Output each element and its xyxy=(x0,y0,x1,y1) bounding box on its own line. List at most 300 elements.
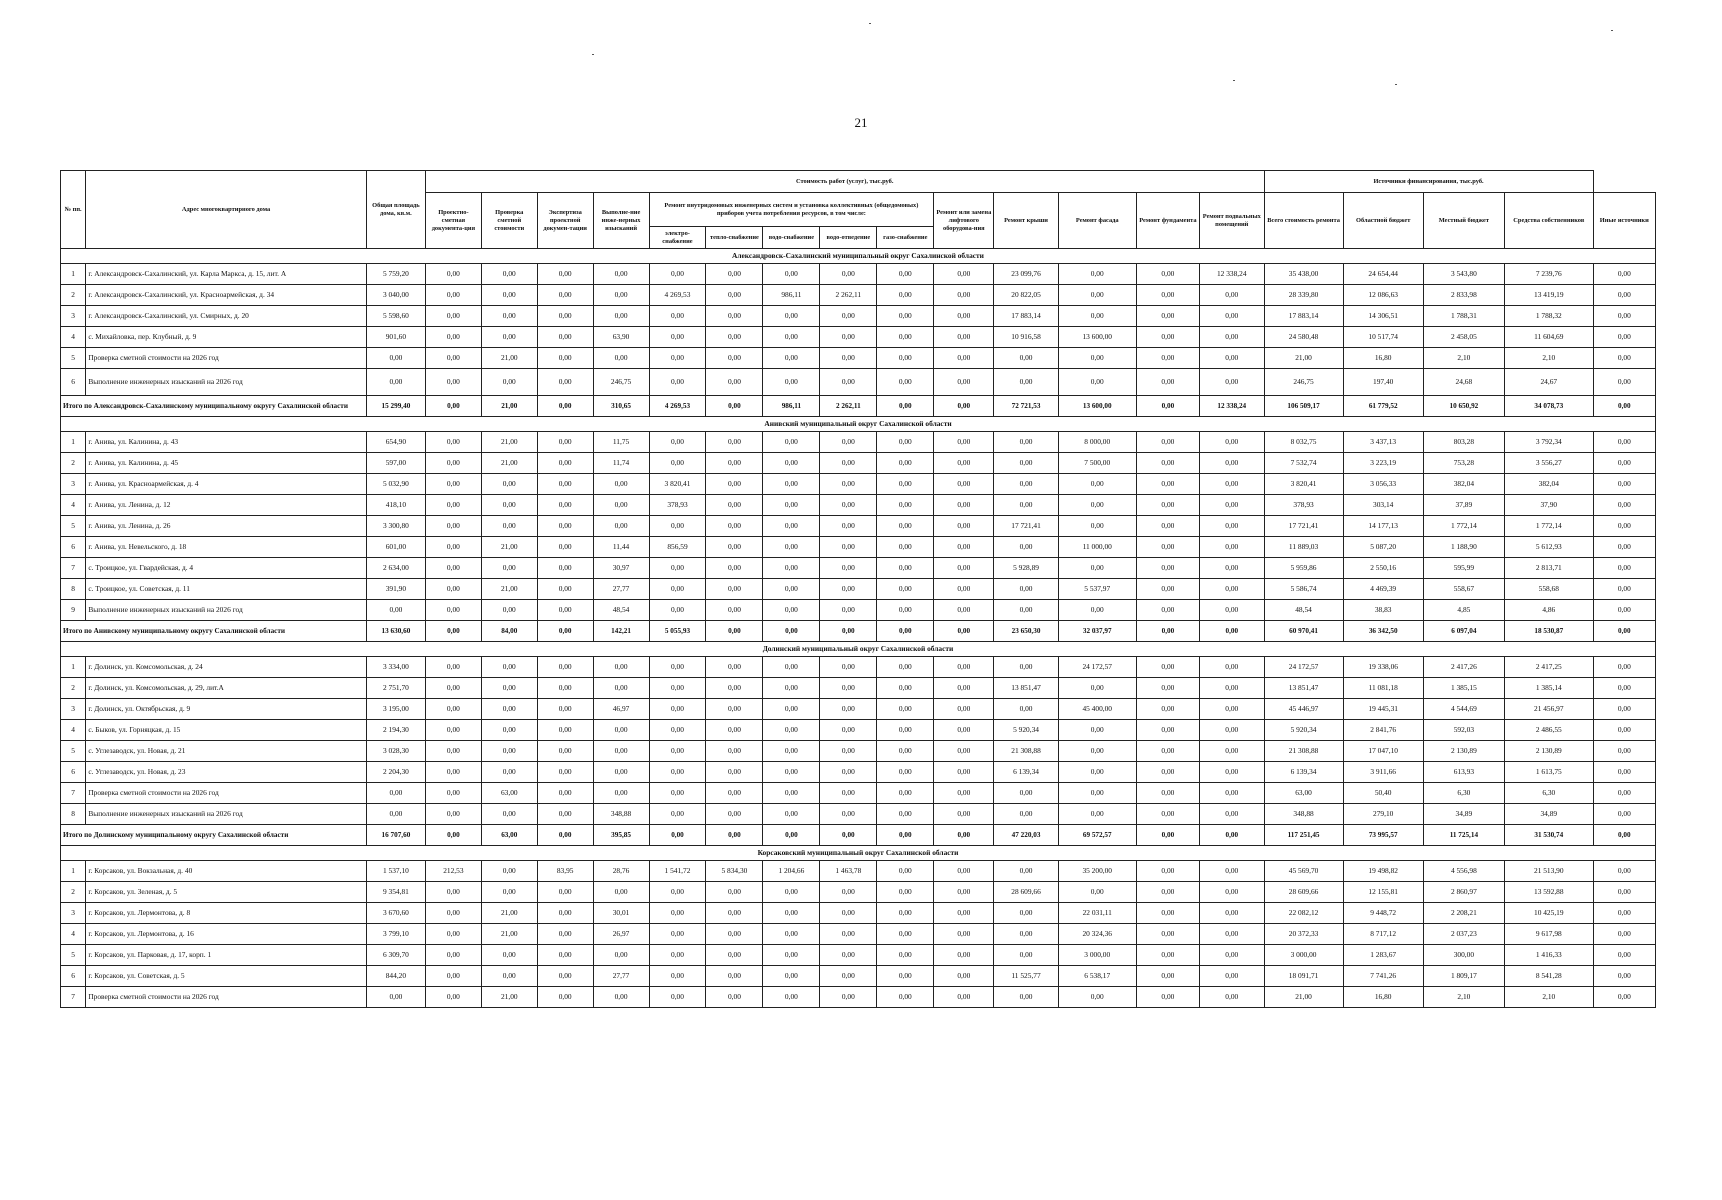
value-cell: 0,00 xyxy=(537,453,593,474)
value-cell: 18 091,71 xyxy=(1264,966,1343,987)
value-cell: 0,00 xyxy=(366,369,425,396)
value-cell: 0,00 xyxy=(877,987,934,1008)
total-value-cell: 23 650,30 xyxy=(994,621,1058,642)
row-number: 7 xyxy=(61,987,86,1008)
value-cell: 0,00 xyxy=(994,369,1058,396)
value-cell: 4,85 xyxy=(1423,600,1504,621)
value-cell: 0,00 xyxy=(366,783,425,804)
value-cell: 13 851,47 xyxy=(1264,678,1343,699)
value-cell: 17 047,10 xyxy=(1343,741,1423,762)
value-cell: 0,00 xyxy=(706,966,763,987)
value-cell: 0,00 xyxy=(537,966,593,987)
value-cell: 3 543,80 xyxy=(1423,264,1504,285)
value-cell: 0,00 xyxy=(877,720,934,741)
value-cell: 0,00 xyxy=(1200,558,1264,579)
value-cell: 1 788,31 xyxy=(1423,306,1504,327)
value-cell: 0,00 xyxy=(593,741,649,762)
address-cell: г. Анива, ул. Ленина, д. 26 xyxy=(86,516,367,537)
value-cell: 0,00 xyxy=(820,495,877,516)
table-row xyxy=(61,783,1656,804)
value-cell: 0,00 xyxy=(537,924,593,945)
value-cell: 1 809,17 xyxy=(1423,966,1504,987)
value-cell: 5 087,20 xyxy=(1343,537,1423,558)
total-value-cell: 142,21 xyxy=(593,621,649,642)
value-cell: 0,00 xyxy=(763,783,820,804)
col-design-header: Проектно-сметная документа-ция xyxy=(425,193,481,249)
address-cell: с. Углезаводск, ул. Новая, д. 21 xyxy=(86,741,367,762)
value-cell: 0,00 xyxy=(1200,699,1264,720)
value-cell: 0,00 xyxy=(1200,600,1264,621)
value-cell: 0,00 xyxy=(706,327,763,348)
value-cell: 0,00 xyxy=(593,882,649,903)
value-cell: 1 613,75 xyxy=(1504,762,1593,783)
value-cell: 0,00 xyxy=(1593,285,1655,306)
value-cell: 597,00 xyxy=(366,453,425,474)
table-row xyxy=(61,285,1656,306)
address-cell: Проверка сметной стоимости на 2026 год xyxy=(86,987,367,1008)
section-row xyxy=(61,417,1656,432)
value-cell: 0,00 xyxy=(1136,945,1199,966)
value-cell: 8 541,28 xyxy=(1504,966,1593,987)
value-cell: 0,00 xyxy=(649,453,706,474)
value-cell: 0,00 xyxy=(763,558,820,579)
value-cell: 0,00 xyxy=(994,699,1058,720)
value-cell: 0,00 xyxy=(706,306,763,327)
value-cell: 3 195,00 xyxy=(366,699,425,720)
value-cell: 0,00 xyxy=(649,432,706,453)
table-row xyxy=(61,474,1656,495)
total-value-cell: 60 970,41 xyxy=(1264,621,1343,642)
value-cell: 0,00 xyxy=(481,861,537,882)
value-cell: 378,93 xyxy=(649,495,706,516)
value-cell: 1 541,72 xyxy=(649,861,706,882)
table-row xyxy=(61,600,1656,621)
value-cell: 0,00 xyxy=(1058,264,1136,285)
value-cell: 0,00 xyxy=(1593,600,1655,621)
value-cell: 0,00 xyxy=(481,762,537,783)
value-cell: 753,28 xyxy=(1423,453,1504,474)
value-cell: 0,00 xyxy=(763,369,820,396)
value-cell: 0,00 xyxy=(649,924,706,945)
value-cell: 46,97 xyxy=(593,699,649,720)
value-cell: 21,00 xyxy=(1264,348,1343,369)
value-cell: 0,00 xyxy=(994,432,1058,453)
value-cell: 558,68 xyxy=(1504,579,1593,600)
value-cell: 0,00 xyxy=(820,804,877,825)
total-value-cell: 84,00 xyxy=(481,621,537,642)
table-row xyxy=(61,369,1656,396)
value-cell: 8 717,12 xyxy=(1343,924,1423,945)
value-cell: 0,00 xyxy=(1200,741,1264,762)
address-cell: Выполнение инженерных изысканий на 2026 год xyxy=(86,804,367,825)
value-cell: 0,00 xyxy=(537,306,593,327)
value-cell: 3 820,41 xyxy=(1264,474,1343,495)
value-cell: 0,00 xyxy=(1136,327,1199,348)
value-cell: 0,00 xyxy=(934,861,994,882)
total-row xyxy=(61,396,1656,417)
value-cell: 0,00 xyxy=(994,945,1058,966)
row-number: 5 xyxy=(61,516,86,537)
value-cell: 0,00 xyxy=(934,741,994,762)
value-cell: 10 916,58 xyxy=(994,327,1058,348)
total-value-cell: 63,00 xyxy=(481,825,537,846)
value-cell: 0,00 xyxy=(820,678,877,699)
total-value-cell: 0,00 xyxy=(425,825,481,846)
row-number: 6 xyxy=(61,369,86,396)
section-row xyxy=(61,249,1656,264)
total-value-cell: 2 262,11 xyxy=(820,396,877,417)
total-value-cell: 12 338,24 xyxy=(1200,396,1264,417)
total-value-cell: 0,00 xyxy=(1200,621,1264,642)
table-row xyxy=(61,306,1656,327)
value-cell: 45 446,97 xyxy=(1264,699,1343,720)
total-value-cell: 0,00 xyxy=(934,825,994,846)
value-cell: 20 372,33 xyxy=(1264,924,1343,945)
value-cell: 45 569,70 xyxy=(1264,861,1343,882)
value-cell: 0,00 xyxy=(425,903,481,924)
value-cell: 1 416,33 xyxy=(1504,945,1593,966)
value-cell: 2 204,30 xyxy=(366,762,425,783)
value-cell: 0,00 xyxy=(1593,495,1655,516)
value-cell: 0,00 xyxy=(934,804,994,825)
value-cell: 0,00 xyxy=(593,762,649,783)
value-cell: 11 604,69 xyxy=(1504,327,1593,348)
value-cell: 0,00 xyxy=(1136,699,1199,720)
value-cell: 0,00 xyxy=(994,657,1058,678)
value-cell: 0,00 xyxy=(1200,537,1264,558)
address-cell: г. Корсаков, ул. Парковая, д. 17, корп. 1 xyxy=(86,945,367,966)
value-cell: 0,00 xyxy=(1593,924,1655,945)
row-number: 6 xyxy=(61,762,86,783)
value-cell: 0,00 xyxy=(706,699,763,720)
value-cell: 0,00 xyxy=(994,579,1058,600)
value-cell: 0,00 xyxy=(649,882,706,903)
value-cell: 0,00 xyxy=(934,474,994,495)
value-cell: 0,00 xyxy=(706,264,763,285)
value-cell: 2 833,98 xyxy=(1423,285,1504,306)
value-cell: 0,00 xyxy=(1136,306,1199,327)
section-row xyxy=(61,642,1656,657)
value-cell: 0,00 xyxy=(649,762,706,783)
value-cell: 0,00 xyxy=(1058,495,1136,516)
value-cell: 0,00 xyxy=(877,657,934,678)
table-row xyxy=(61,516,1656,537)
value-cell: 24 654,44 xyxy=(1343,264,1423,285)
value-cell: 986,11 xyxy=(763,285,820,306)
value-cell: 0,00 xyxy=(994,474,1058,495)
value-cell: 0,00 xyxy=(820,945,877,966)
value-cell: 1 788,32 xyxy=(1504,306,1593,327)
value-cell: 0,00 xyxy=(763,474,820,495)
table-row xyxy=(61,924,1656,945)
value-cell: 21,00 xyxy=(481,432,537,453)
value-cell: 0,00 xyxy=(877,945,934,966)
value-cell: 0,00 xyxy=(994,348,1058,369)
value-cell: 0,00 xyxy=(537,558,593,579)
address-cell: г. Александровск-Сахалинский, ул. Смирных, д. 20 xyxy=(86,306,367,327)
value-cell: 0,00 xyxy=(425,600,481,621)
value-cell: 13 419,19 xyxy=(1504,285,1593,306)
value-cell: 0,00 xyxy=(820,537,877,558)
value-cell: 0,00 xyxy=(537,537,593,558)
value-cell: 0,00 xyxy=(1058,720,1136,741)
value-cell: 0,00 xyxy=(537,678,593,699)
value-cell: 5 612,93 xyxy=(1504,537,1593,558)
value-cell: 0,00 xyxy=(706,369,763,396)
value-cell: 0,00 xyxy=(1200,678,1264,699)
value-cell: 34,89 xyxy=(1423,804,1504,825)
value-cell: 0,00 xyxy=(820,453,877,474)
value-cell: 24 172,57 xyxy=(1264,657,1343,678)
value-cell: 0,00 xyxy=(1200,306,1264,327)
value-cell: 0,00 xyxy=(706,600,763,621)
value-cell: 45 400,00 xyxy=(1058,699,1136,720)
value-cell: 0,00 xyxy=(1200,987,1264,1008)
col-surveys-header: Выполне-ние инже-нерных изысканий xyxy=(593,193,649,249)
value-cell: 3 300,80 xyxy=(366,516,425,537)
row-number: 1 xyxy=(61,264,86,285)
value-cell: 0,00 xyxy=(481,657,537,678)
value-cell: 13 851,47 xyxy=(994,678,1058,699)
col-regional-header: Областной бюджет xyxy=(1343,193,1423,249)
total-value-cell: 106 509,17 xyxy=(1264,396,1343,417)
row-number: 3 xyxy=(61,903,86,924)
col-other-header: Иные источники xyxy=(1593,193,1655,249)
value-cell: 0,00 xyxy=(649,657,706,678)
value-cell: 0,00 xyxy=(706,558,763,579)
value-cell: 0,00 xyxy=(820,579,877,600)
value-cell: 5 920,34 xyxy=(1264,720,1343,741)
value-cell: 0,00 xyxy=(994,861,1058,882)
value-cell: 3 437,13 xyxy=(1343,432,1423,453)
value-cell: 0,00 xyxy=(994,495,1058,516)
value-cell: 0,00 xyxy=(1058,783,1136,804)
value-cell: 0,00 xyxy=(1058,474,1136,495)
value-cell: 0,00 xyxy=(1136,741,1199,762)
value-cell: 0,00 xyxy=(820,432,877,453)
value-cell: 0,00 xyxy=(1200,966,1264,987)
total-value-cell: 0,00 xyxy=(649,825,706,846)
col-gas-header: газо-снабжение xyxy=(877,227,934,249)
value-cell: 0,00 xyxy=(649,369,706,396)
table-row xyxy=(61,882,1656,903)
value-cell: 303,14 xyxy=(1343,495,1423,516)
value-cell: 0,00 xyxy=(706,924,763,945)
value-cell: 0,00 xyxy=(877,264,934,285)
value-cell: 4 269,53 xyxy=(649,285,706,306)
value-cell: 0,00 xyxy=(763,495,820,516)
value-cell: 0,00 xyxy=(820,600,877,621)
value-cell: 0,00 xyxy=(1593,762,1655,783)
value-cell: 418,10 xyxy=(366,495,425,516)
page-number: 21 xyxy=(854,115,868,130)
value-cell: 0,00 xyxy=(934,783,994,804)
col-lift-header: Ремонт или замена лифтового оборудова-ния xyxy=(934,193,994,249)
total-value-cell: 0,00 xyxy=(1593,825,1655,846)
scan-speck xyxy=(1611,30,1613,31)
value-cell: 5 920,34 xyxy=(994,720,1058,741)
total-value-cell: 11 725,14 xyxy=(1423,825,1504,846)
value-cell: 0,00 xyxy=(425,966,481,987)
value-cell: 2 860,97 xyxy=(1423,882,1504,903)
value-cell: 0,00 xyxy=(593,474,649,495)
value-cell: 0,00 xyxy=(877,678,934,699)
value-cell: 0,00 xyxy=(763,945,820,966)
value-cell: 0,00 xyxy=(537,762,593,783)
value-cell: 0,00 xyxy=(934,657,994,678)
value-cell: 34,89 xyxy=(1504,804,1593,825)
value-cell: 0,00 xyxy=(763,264,820,285)
row-number: 5 xyxy=(61,741,86,762)
value-cell: 0,00 xyxy=(763,657,820,678)
col-heat-header: тепло-снабжение xyxy=(706,227,763,249)
value-cell: 3 040,00 xyxy=(366,285,425,306)
value-cell: 0,00 xyxy=(820,783,877,804)
value-cell: 0,00 xyxy=(763,966,820,987)
row-number: 6 xyxy=(61,966,86,987)
value-cell: 3 911,66 xyxy=(1343,762,1423,783)
value-cell: 0,00 xyxy=(1058,600,1136,621)
value-cell: 12 155,81 xyxy=(1343,882,1423,903)
value-cell: 0,00 xyxy=(1136,720,1199,741)
value-cell: 0,00 xyxy=(877,699,934,720)
value-cell: 2 130,89 xyxy=(1504,741,1593,762)
address-cell: г. Александровск-Сахалинский, ул. Карла Маркса, д. 15, лит. А xyxy=(86,264,367,285)
value-cell: 1 188,90 xyxy=(1423,537,1504,558)
value-cell: 20 324,36 xyxy=(1058,924,1136,945)
value-cell: 0,00 xyxy=(649,348,706,369)
value-cell: 0,00 xyxy=(1058,987,1136,1008)
value-cell: 3 000,00 xyxy=(1058,945,1136,966)
col-roof-header: Ремонт крыши xyxy=(994,193,1058,249)
section-title: Корсаковский муниципальный округ Сахалинской области xyxy=(61,846,1656,861)
value-cell: 0,00 xyxy=(1136,903,1199,924)
value-cell: 0,00 xyxy=(877,600,934,621)
value-cell: 0,00 xyxy=(593,987,649,1008)
table-row xyxy=(61,495,1656,516)
value-cell: 0,00 xyxy=(593,495,649,516)
value-cell: 0,00 xyxy=(934,903,994,924)
value-cell: 0,00 xyxy=(366,804,425,825)
value-cell: 0,00 xyxy=(649,804,706,825)
value-cell: 0,00 xyxy=(481,804,537,825)
value-cell: 0,00 xyxy=(934,432,994,453)
value-cell: 0,00 xyxy=(706,945,763,966)
total-value-cell: 69 572,57 xyxy=(1058,825,1136,846)
address-cell: г. Корсаков, ул. Зеленая, д. 5 xyxy=(86,882,367,903)
value-cell: 0,00 xyxy=(877,432,934,453)
value-cell: 0,00 xyxy=(763,537,820,558)
value-cell: 0,00 xyxy=(425,453,481,474)
value-cell: 0,00 xyxy=(425,657,481,678)
col-owners-header: Средства собственников xyxy=(1504,193,1593,249)
value-cell: 0,00 xyxy=(934,987,994,1008)
value-cell: 0,00 xyxy=(1136,882,1199,903)
value-cell: 0,00 xyxy=(706,453,763,474)
col-check-header: Проверка сметной стоимости xyxy=(481,193,537,249)
value-cell: 0,00 xyxy=(425,678,481,699)
value-cell: 0,00 xyxy=(593,348,649,369)
value-cell: 0,00 xyxy=(593,264,649,285)
value-cell: 5 928,89 xyxy=(994,558,1058,579)
value-cell: 0,00 xyxy=(1058,348,1136,369)
value-cell: 0,00 xyxy=(820,348,877,369)
total-value-cell: 0,00 xyxy=(877,621,934,642)
value-cell: 197,40 xyxy=(1343,369,1423,396)
section-title: Долинский муниципальный округ Сахалинской области xyxy=(61,642,1656,657)
value-cell: 2 458,05 xyxy=(1423,327,1504,348)
value-cell: 0,00 xyxy=(537,600,593,621)
value-cell: 1 463,78 xyxy=(820,861,877,882)
col-sewer-header: водо-отведение xyxy=(820,227,877,249)
table-row xyxy=(61,453,1656,474)
value-cell: 0,00 xyxy=(1136,861,1199,882)
value-cell: 0,00 xyxy=(1136,495,1199,516)
value-cell: 3 792,34 xyxy=(1504,432,1593,453)
total-value-cell: 0,00 xyxy=(820,825,877,846)
value-cell: 0,00 xyxy=(763,306,820,327)
value-cell: 0,00 xyxy=(649,327,706,348)
value-cell: 0,00 xyxy=(934,720,994,741)
value-cell: 0,00 xyxy=(425,495,481,516)
value-cell: 0,00 xyxy=(763,453,820,474)
row-number: 8 xyxy=(61,804,86,825)
value-cell: 7 500,00 xyxy=(1058,453,1136,474)
value-cell: 0,00 xyxy=(1200,882,1264,903)
value-cell: 0,00 xyxy=(994,600,1058,621)
value-cell: 24 172,57 xyxy=(1058,657,1136,678)
value-cell: 803,28 xyxy=(1423,432,1504,453)
address-cell: г. Александровск-Сахалинский, ул. Красноармейская, д. 34 xyxy=(86,285,367,306)
value-cell: 0,00 xyxy=(763,699,820,720)
value-cell: 0,00 xyxy=(934,495,994,516)
value-cell: 0,00 xyxy=(649,678,706,699)
value-cell: 0,00 xyxy=(649,945,706,966)
value-cell: 1 537,10 xyxy=(366,861,425,882)
section-row xyxy=(61,846,1656,861)
value-cell: 9 448,72 xyxy=(1343,903,1423,924)
total-value-cell: 0,00 xyxy=(537,825,593,846)
value-cell: 4 544,69 xyxy=(1423,699,1504,720)
value-cell: 8 000,00 xyxy=(1058,432,1136,453)
address-cell: г. Корсаков, ул. Вокзальная, д. 40 xyxy=(86,861,367,882)
value-cell: 0,00 xyxy=(1058,369,1136,396)
value-cell: 0,00 xyxy=(820,306,877,327)
table-row xyxy=(61,861,1656,882)
address-cell: г. Корсаков, ул. Советская, д. 5 xyxy=(86,966,367,987)
value-cell: 0,00 xyxy=(1593,861,1655,882)
total-value-cell: 0,00 xyxy=(706,396,763,417)
value-cell: 0,00 xyxy=(481,699,537,720)
total-value-cell: 0,00 xyxy=(934,621,994,642)
value-cell: 1 283,67 xyxy=(1343,945,1423,966)
col-electro-header: электро-снабжение xyxy=(649,227,706,249)
row-number: 4 xyxy=(61,327,86,348)
total-value-cell: 0,00 xyxy=(1200,825,1264,846)
value-cell: 0,00 xyxy=(706,987,763,1008)
funding-group-header: Источники финансирования, тыс.руб. xyxy=(1264,171,1593,193)
value-cell: 17 721,41 xyxy=(1264,516,1343,537)
total-value-cell: 5 055,93 xyxy=(649,621,706,642)
value-cell: 2 130,89 xyxy=(1423,741,1504,762)
value-cell: 17 883,14 xyxy=(994,306,1058,327)
value-cell: 348,88 xyxy=(1264,804,1343,825)
total-value-cell: 13 600,00 xyxy=(1058,396,1136,417)
value-cell: 0,00 xyxy=(537,657,593,678)
total-value-cell: 310,65 xyxy=(593,396,649,417)
value-cell: 2 550,16 xyxy=(1343,558,1423,579)
table-row xyxy=(61,741,1656,762)
